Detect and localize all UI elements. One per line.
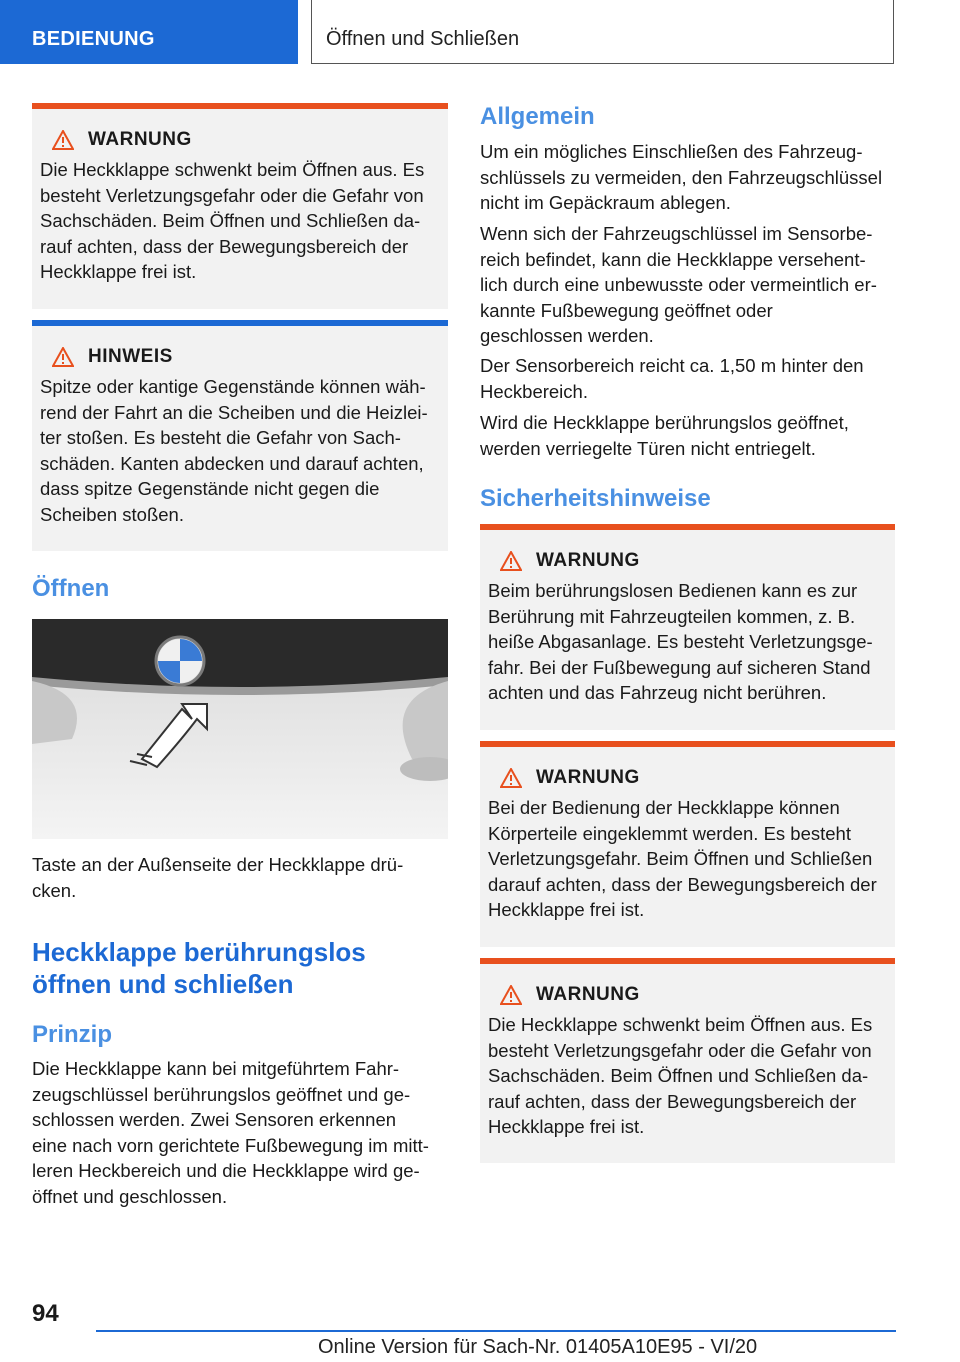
heading-prinzip: Prinzip bbox=[32, 1021, 113, 1048]
warning-box-3 bbox=[480, 741, 895, 947]
warning-box-1 bbox=[32, 103, 448, 309]
chapter-header bbox=[311, 0, 894, 64]
warning-title: WARNUNG bbox=[488, 550, 887, 572]
allgemein-p1: Um ein mögliches Einschließen des Fahrzeug- schlüssels zu vermeiden, den Fahrzeugschlüssel nicht im Gepäckraum ablegen. bbox=[480, 141, 883, 213]
heading-oeffnen: Öffnen bbox=[32, 575, 110, 602]
warning-box-2 bbox=[480, 524, 895, 730]
warning-title: WARNUNG bbox=[488, 984, 887, 1006]
warning-text: Bei der Bedienung der Heckklappe können Körperteile eingeklemmt werden. Es besteht Verletzungsgefahr. Beim Öffnen und Schließen darauf achten, dass der Bewegungsbereich der Heckklappe frei ist. bbox=[488, 797, 877, 920]
warning-triangle-icon bbox=[52, 130, 74, 150]
photo-caption: Taste an der Außenseite der Heckklappe drü- cken. bbox=[32, 854, 404, 901]
allgemein-p3: Der Sensorbereich reicht ca. 1,50 m hinter den Heckbereich. bbox=[480, 355, 864, 402]
allgemein-p4: Wird die Heckklappe berührungslos geöffnet, werden verriegelte Türen nicht entriegelt. bbox=[480, 412, 849, 459]
heading-sicherheit: Sicherheitshinweise bbox=[480, 485, 711, 512]
warning-title: WARNUNG bbox=[40, 129, 440, 151]
chapter-label: Öffnen und Schließen bbox=[326, 28, 520, 50]
warning-text: Beim berührungslosen Bedienen kann es zur Berührung mit Fahrzeugteilen kommen, z. B. heiße Abgasanlage. Es besteht Verletzungsge- fahr. Bei der Fußbewegung auf sicheren Stand achten und das Fahrzeug nicht berühren. bbox=[488, 580, 873, 703]
page-number: 94 bbox=[32, 1300, 59, 1327]
note-text: Spitze oder kantige Gegenstände können wäh- rend der Fahrt an die Scheiben und die Heizlei- ter stoßen. Es besteht die Gefahr von Sach- schäden. Kanten abdecken und darauf achten, dass spitze Gegenstände nicht gegen die Scheiben stoßen. bbox=[40, 376, 428, 525]
warning-box-4 bbox=[480, 958, 895, 1163]
warning-triangle-icon bbox=[500, 985, 522, 1005]
warning-triangle-icon bbox=[500, 551, 522, 571]
warning-triangle-icon bbox=[500, 768, 522, 788]
footer-text: Online Version für Sach-Nr. 01405A10E95 - VI/20 bbox=[318, 1336, 758, 1358]
tailgate-illustration bbox=[32, 619, 448, 839]
prinzip-text: Die Heckklappe kann bei mitgeführtem Fahr- zeugschlüssel berührungslos geöffnet und ge- schlossen werden. Zwei Sensoren erkennen eine nach vorn gerichtete Fußbewegung im mitt- leren Heckbereich und die Heckklappe wird ge- öffnet und geschlossen. bbox=[32, 1058, 429, 1207]
tailgate-photo bbox=[32, 619, 448, 839]
heading-main: Heckklappe berührungslos öffnen und schließen bbox=[32, 937, 366, 999]
warning-triangle-icon bbox=[52, 347, 74, 367]
warning-text: Die Heckklappe schwenkt beim Öffnen aus. Es besteht Verletzungsgefahr oder die Gefahr von Sachschäden. Beim Öffnen und Schließen da- rauf achten, dass der Bewegungsbereich der Heckklappe frei ist. bbox=[40, 159, 425, 282]
section-tab bbox=[0, 0, 298, 64]
section-label: BEDIENUNG bbox=[32, 28, 155, 50]
note-box bbox=[32, 320, 448, 551]
warning-text: Die Heckklappe schwenkt beim Öffnen aus. Es besteht Verletzungsgefahr oder die Gefahr von Sachschäden. Beim Öffnen und Schließen da- rauf achten, dass der Bewegungsbereich der Heckklappe frei ist. bbox=[488, 1014, 873, 1137]
warning-title: WARNUNG bbox=[488, 767, 887, 789]
footer-divider bbox=[96, 1330, 896, 1332]
heading-allgemein: Allgemein bbox=[480, 103, 595, 130]
note-title: HINWEIS bbox=[40, 346, 440, 368]
allgemein-p2: Wenn sich der Fahrzeugschlüssel im Sensorbe- reich befindet, kann die Heckklappe versehent- lich durch eine unbewusste oder vermeintlich er- kannte Fußbewegung geöffnet oder geschlossen werden. bbox=[480, 223, 877, 346]
